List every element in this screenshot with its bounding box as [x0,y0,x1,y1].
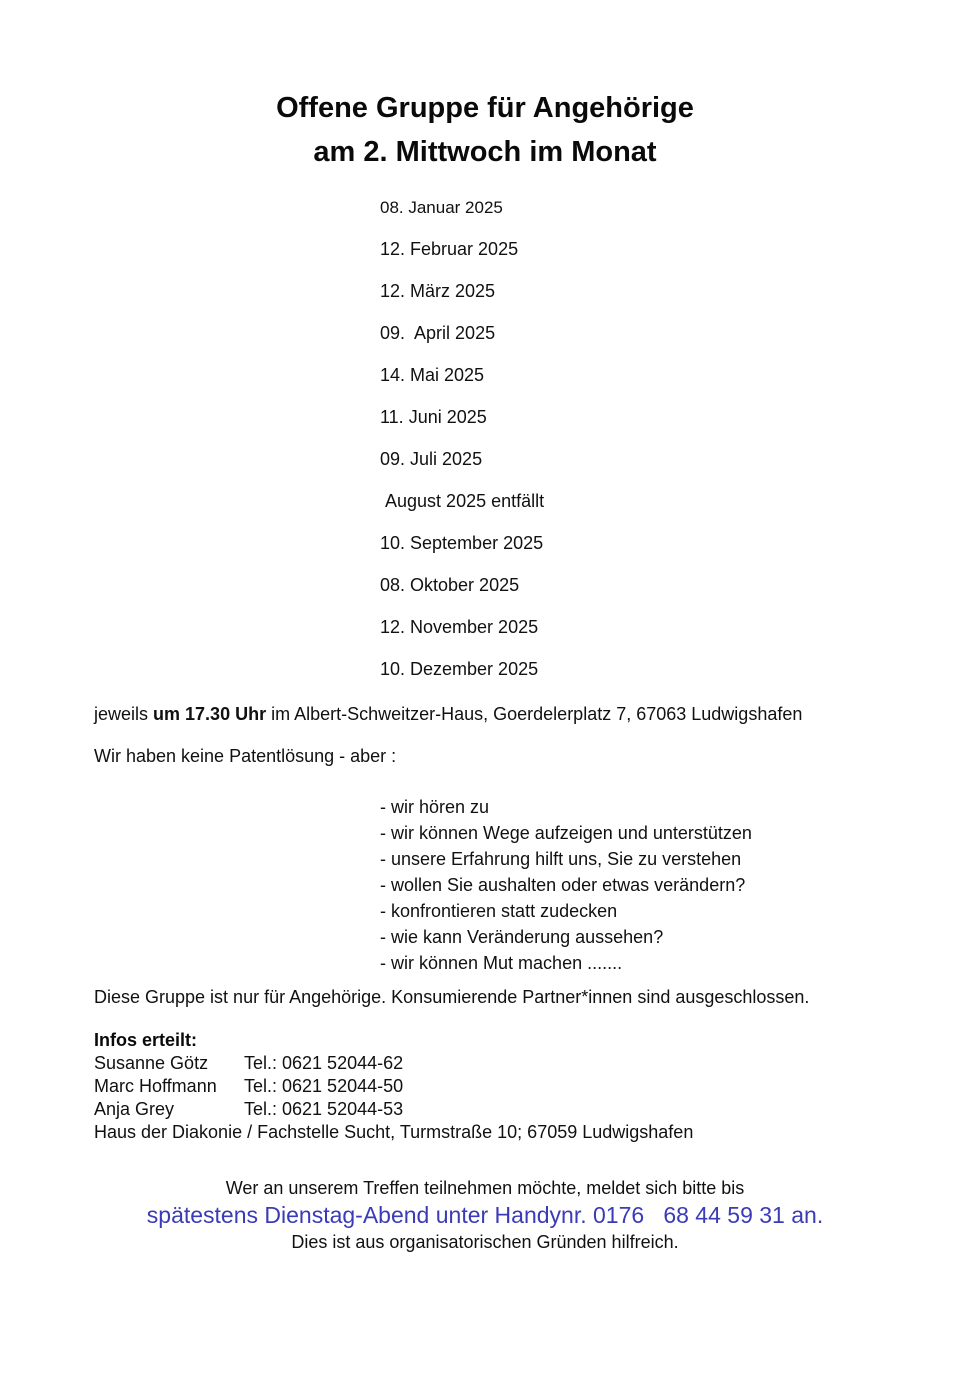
date-item-october: 08. Oktober 2025 [380,575,520,595]
contact-phone: Tel.: 0621 52044-53 [244,1099,404,1119]
bullet-item: - wollen Sie aushalten oder etwas verändern? [380,875,746,895]
bullet-item: - wie kann Veränderung aussehen? [380,927,664,947]
date-item-june: 11. Juni 2025 [380,407,487,427]
date-item-may: 14. Mai 2025 [380,365,485,385]
page-title [0,86,970,174]
contact-phone: Tel.: 0621 52044-50 [244,1076,404,1096]
date-item-september: 10. September 2025 [380,533,544,553]
infos-heading: Infos erteilt: [94,1030,198,1050]
exclusion-note: Diese Gruppe ist nur für Angehörige. Konsumierende Partner*innen sind ausgeschlossen. [94,987,810,1007]
contact-name: Marc Hoffmann [94,1076,217,1096]
bullet-item: - unsere Erfahrung hilft uns, Sie zu verstehen [380,849,742,869]
footer-line-3: Dies ist aus organisatorischen Gründen hilfreich. [291,1232,679,1252]
organization-address: Haus der Diakonie / Fachstelle Sucht, Turmstraße 10; 67059 Ludwigshafen [94,1122,694,1142]
intro-line: Wir haben keine Patentlösung - aber : [94,746,397,766]
registration-footer [0,1176,970,1254]
footer-line-1: Wer an unserem Treffen teilnehmen möchte, meldet sich bitte bis [225,1178,745,1198]
schedule-line [94,704,920,725]
schedule-location: im Albert-Schweitzer-Haus, Goerdelerplatz 7, 67063 Ludwigshafen [266,704,803,724]
date-item-january: 08. Januar 2025 [380,198,503,217]
contact-row [94,1075,970,1098]
offer-bullets-list [380,794,970,976]
schedule-time: um 17.30 Uhr [153,704,267,724]
date-item-august: August 2025 entfällt [380,491,545,511]
contact-row [94,1098,970,1121]
bullet-item: - konfrontieren statt zudecken [380,901,618,921]
bullet-item: - wir können Wege aufzeigen und unterstützen [380,823,752,843]
date-item-april: 09. April 2025 [380,323,496,343]
date-item-july: 09. Juli 2025 [380,449,483,469]
bullet-item: - wir hören zu [380,797,490,817]
title-line-2: am 2. Mittwoch im Monat [313,136,657,168]
title-line-1: Offene Gruppe für Angehörige [276,92,694,124]
bullet-item: - wir können Mut machen ....... [380,953,623,973]
footer-phone-highlight: spätestens Dienstag-Abend unter Handynr. 0176 68 44 59 31 an. [146,1202,824,1228]
contact-name: Anja Grey [94,1099,175,1119]
date-item-december: 10. Dezember 2025 [380,659,539,679]
contact-name: Susanne Götz [94,1053,209,1073]
meeting-dates-list [380,197,970,701]
date-item-february: 12. Februar 2025 [380,239,519,259]
schedule-prefix: jeweils [94,704,154,724]
contact-phone: Tel.: 0621 52044-62 [244,1053,404,1073]
date-item-november: 12. November 2025 [380,617,539,637]
contact-row [94,1052,970,1075]
date-item-march: 12. März 2025 [380,281,496,301]
